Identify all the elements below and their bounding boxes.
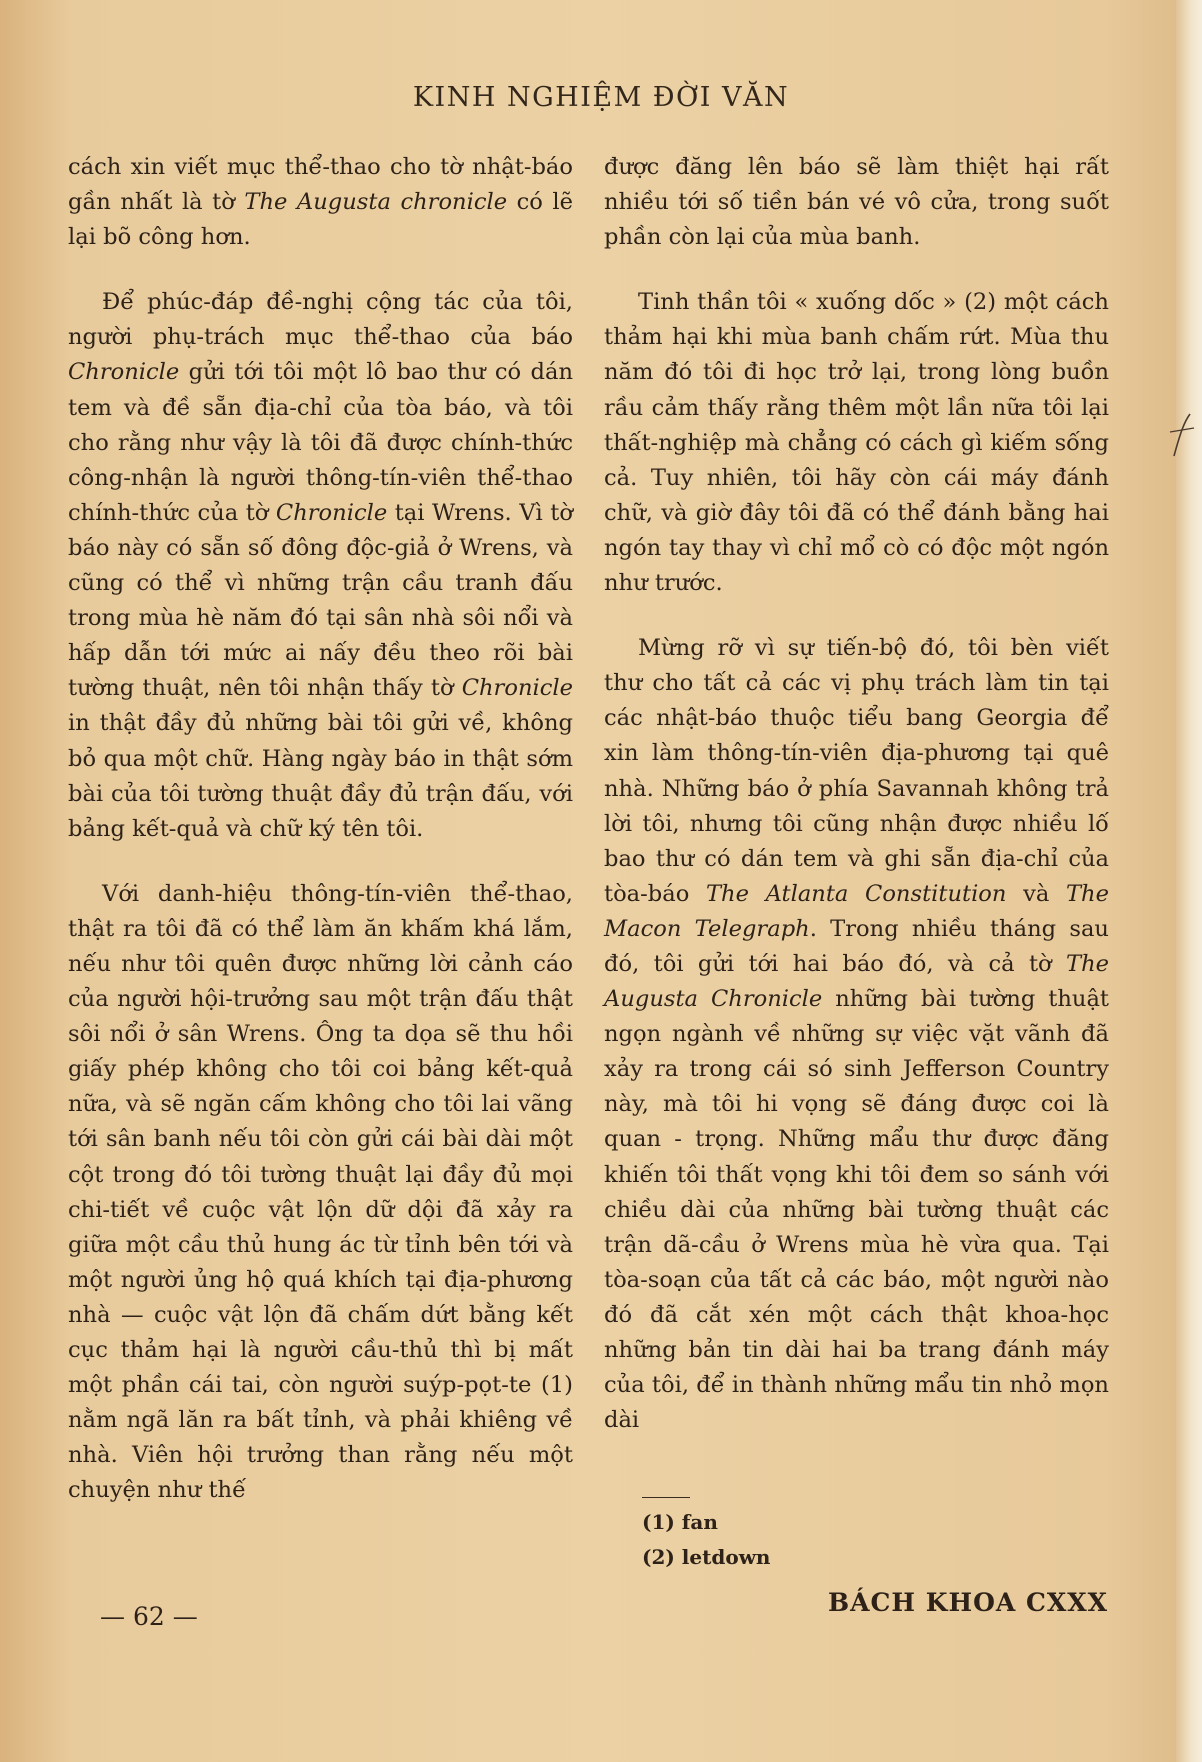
publication-title: Chronicle	[461, 675, 573, 702]
left-column	[68, 150, 573, 1508]
publication-title: Chronicle	[68, 359, 180, 386]
paragraph: cách xin viết mục thể-thao cho tờ nhật-báo gần nhất là tờ The Augusta chronicle có lẽ lại bõ công hơn.	[68, 154, 573, 251]
paragraph: được đăng lên báo sẽ làm thiệt hại rất nhiều tới số tiền bán vé vô cửa, trong suốt phần còn lại của mùa banh.	[604, 154, 1109, 251]
publication-title: The Augusta Chronicle	[604, 950, 1109, 1013]
paragraph: Với danh-hiệu thông-tín-viên thể-thao, thật ra tôi đã có thể làm ăn khấm khá lắm, nếu như tôi quên được những lời cảnh cáo của người hội-trưởng sau một trận đấu thật sôi nổi ở sân Wrens. Ông ta dọa sẽ thu hồi giấy phép không cho tôi coi bảng kết-quả nữa, và sẽ ngăn cấm không cho tôi lai vãng tới sân banh nếu tôi còn gửi cái bài dài một cột trong đó tôi tường thuật lại đầy đủ mọi chi-tiết về cuộc vật lộn dữ dội đã xảy ra giữa một cầu thủ hung ác từ tỉnh bên tới và một người ủng hộ quá khích tại địa-phương nhà — cuộc vật lộn đã chấm dứt bằng kết cục thảm hại là người cầu-thủ thì bị mất một phần cái tai, còn người suýp-pọt-te (1) nằm ngã lăn ra bất tỉnh, và phải khiêng về nhà. Viên hội trưởng than rằng nếu một chuyện như thế	[68, 880, 573, 1504]
publication-title: The Atlanta Constitution	[705, 880, 1007, 907]
page-edge	[1176, 0, 1202, 1762]
pencil-mark-icon	[1166, 410, 1196, 460]
publication-title: The Macon Telegraph	[604, 880, 1109, 942]
publication-title: The Augusta chronicle	[244, 189, 508, 216]
magazine-name: BÁCH KHOA CXXX	[828, 1588, 1109, 1617]
page-number: — 62 —	[100, 1602, 198, 1631]
paragraph: Để phúc-đáp đề-nghị cộng tác của tôi, người phụ-trách mục thể-thao của báo Chronicle gửi tới tôi một lô bao thư có dán tem và đề sẵn địa-chỉ của tòa báo, và tôi cho rằng như vậy là tôi đã được chính-thức công-nhận là người thông-tín-viên thể-thao chính-thức của tờ Chronicle tại Wrens. Vì tờ báo này có sẵn số đông độc-giả ở Wrens, và cũng có thể vì những trận cầu tranh đấu trong mùa hè năm đó tại sân nhà sôi nổi và hấp dẫn tới mức ai nấy đều theo rõi bài tường thuật, nên tôi nhận thấy tờ Chronicle in thật đầy đủ những bài tôi gửi về, không bỏ qua một chữ. Hàng ngày báo in thật sớm bài của tôi tường thuật đầy đủ trận đấu, với bảng kết-quả và chữ ký tên tôi.	[68, 289, 573, 842]
paragraph: Mừng rỡ vì sự tiến-bộ đó, tôi bèn viết thư cho tất cả các vị phụ trách làm tin tại các nhật-báo thuộc tiểu bang Georgia để xin làm thông-tín-viên địa-phương tại quê nhà. Những báo ở phía Savannah không trả lời tôi, nhưng tôi cũng nhận được nhiều lố bao thư có dán tem và ghi sẵn địa-chỉ của tòa-báo The Atlanta Constitution và The Macon Telegraph. Trong nhiều tháng sau đó, tôi gửi tới hai báo đó, và cả tờ The Augusta Chronicle những bài tường thuật ngọn ngành về những sự việc vặt vãnh đã xảy ra trong cái só sinh Jefferson Country này, mà tôi hi vọng sẽ đáng được coi là quan - trọng. Những mẩu thư được đăng khiến tôi thất vọng khi tôi đem so sánh với chiều dài của những bài tường thuật các trận dã-cầu ở Wrens mùa hè vừa qua. Tại tòa-soạn của tất cả các báo, một người nào đó đã cắt xén một cách thật khoa-học những bản tin dài hai ba trang đánh máy của tôi, để in thành những mẩu tin nhỏ mọn dài	[604, 635, 1109, 1434]
publication-title: Chronicle	[275, 499, 388, 526]
paragraph: Tinh thần tôi « xuống dốc » (2) một cách thảm hại khi mùa banh chấm rứt. Mùa thu năm đó tôi đi học trở lại, trong lòng buồn rầu cảm thấy rằng thêm một lần nữa tôi lại thất-nghiệp mà chẳng có cách gì kiếm sống cả. Tuy nhiên, tôi hãy còn cái máy đánh chữ, và giờ đây tôi đã có thể đánh bằng hai ngón tay thay vì chỉ mổ cò có độc một ngón như trước.	[604, 289, 1109, 597]
footnote-divider	[642, 1497, 690, 1498]
footnotes	[642, 1505, 942, 1575]
running-header: KINH NGHIỆM ĐỜI VĂN	[412, 82, 790, 113]
footnote-item: (2) letdown	[642, 1545, 771, 1569]
right-column	[604, 150, 1109, 1438]
footnote-item: (1) fan	[642, 1510, 718, 1534]
